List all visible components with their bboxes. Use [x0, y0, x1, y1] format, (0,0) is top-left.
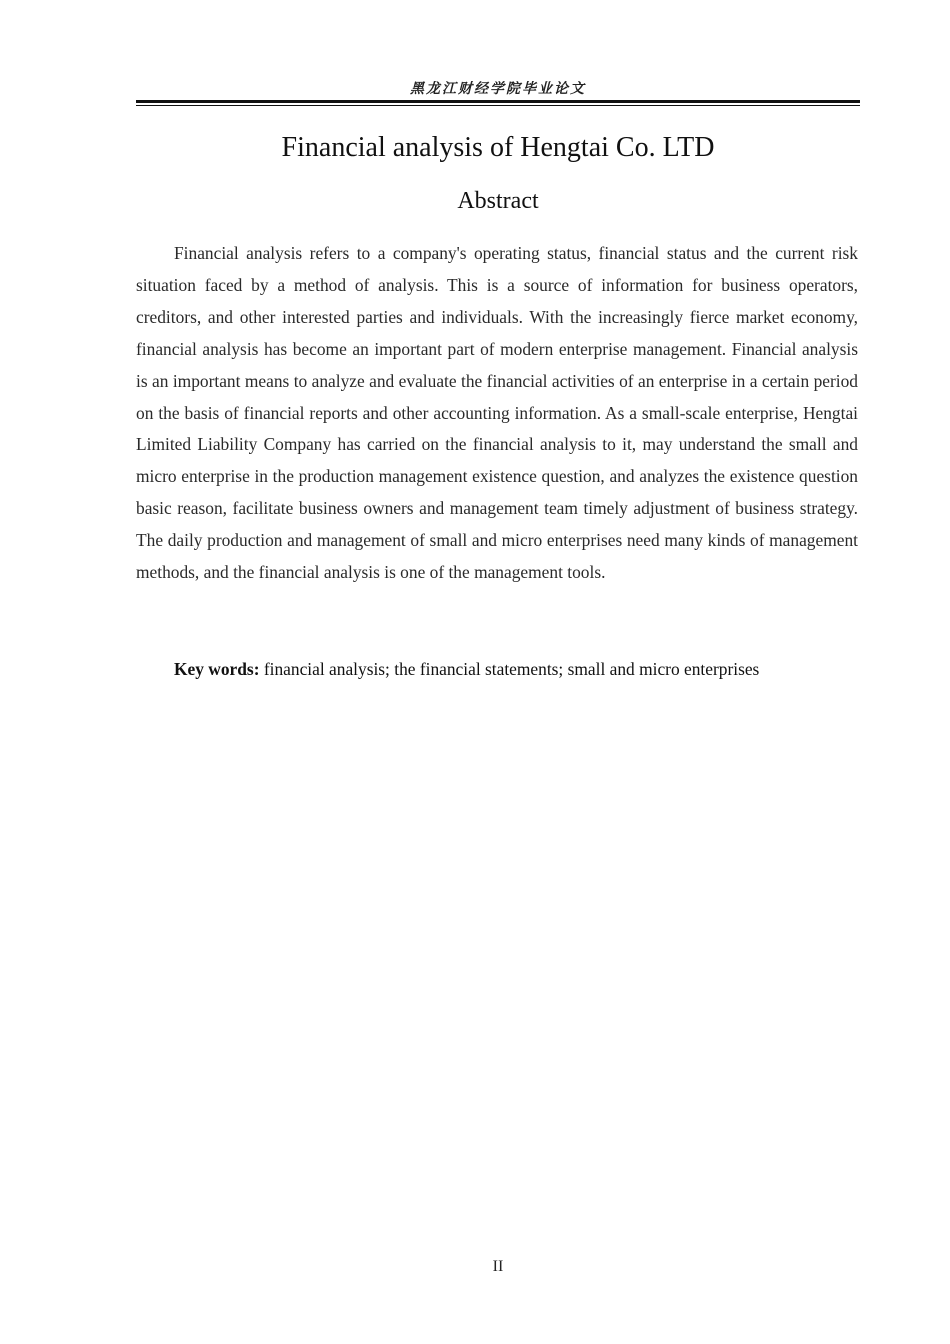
- header-rule-thin: [136, 105, 860, 106]
- abstract-paragraph: Financial analysis refers to a company's operating status, financial status and the current risk situation faced by a method of analysis. This is a source of information for business operators, creditors, and other interested parties and individuals. With the increasingly fierce market economy, financial analysis has become an important part of modern enterprise management. Financial analysis is an important means to analyze and evaluate the financial activities of an enterprise in a certain period on the basis of financial reports and other accounting information. As a small-scale enterprise, Hengtai Limited Liability Company has carried on the financial analysis to it, may understand the small and micro enterprise in the production management existence question, and analyzes the existence question basic reason, facilitate business owners and management team timely adjustment of business strategy. The daily production and management of small and micro enterprises need many kinds of management methods, and the financial analysis is one of the management tools.: [136, 243, 858, 583]
- document-title: Financial analysis of Hengtai Co. LTD: [281, 132, 715, 163]
- page-number: II: [492, 1258, 504, 1275]
- running-header: 黑龙江财经学院毕业论文: [410, 81, 586, 97]
- keywords-line: [136, 654, 858, 684]
- keywords-label: Key words:: [174, 659, 260, 679]
- header-rule-thick: [136, 100, 860, 103]
- abstract-heading: Abstract: [457, 188, 539, 214]
- keywords-text: financial analysis; the financial statements; small and micro enterprises: [259, 659, 760, 679]
